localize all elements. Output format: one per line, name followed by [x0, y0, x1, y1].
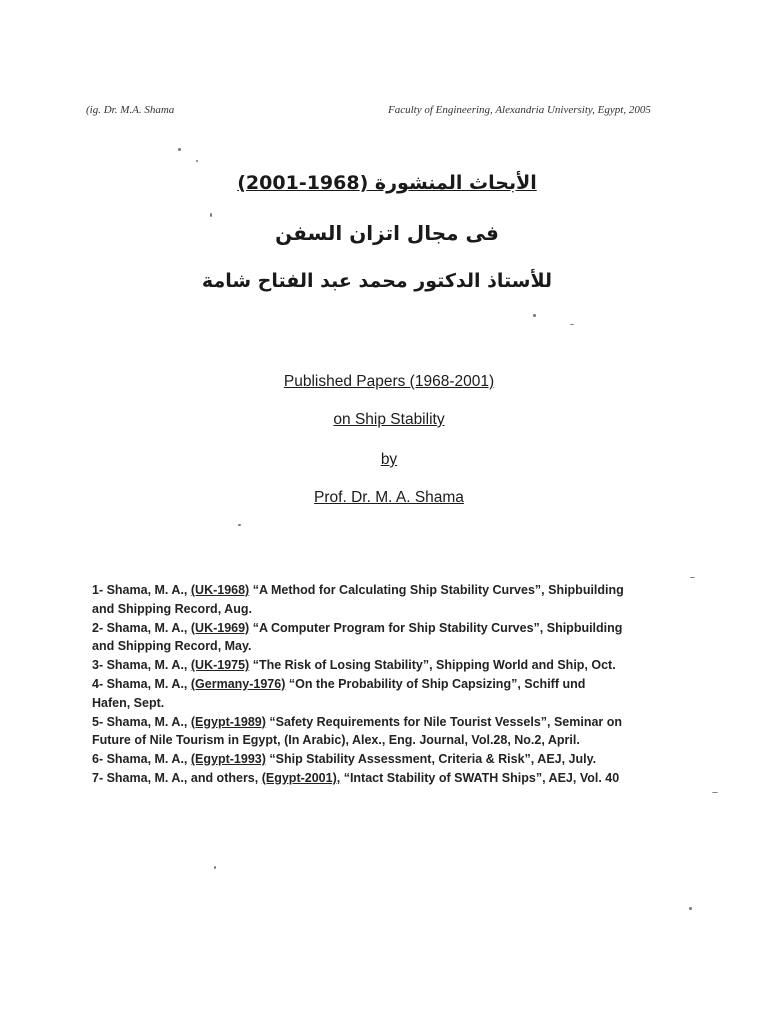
reference-title: “Intact Stability of SWATH Ships”, AEJ, Vol. 40 [340, 770, 620, 785]
reference-line [92, 581, 692, 600]
reference-title: “A Computer Program for Ship Stability Curves”, Shipbuilding [249, 620, 623, 635]
reference-text: and Shipping Record, Aug. [92, 601, 252, 616]
arabic-title-line-3: للأستاذ الدكتور محمد عبد الفتاح شامة [201, 270, 553, 292]
reference-line [92, 769, 692, 788]
reference-line [92, 637, 692, 656]
reference-tag: (UK-1975) [190, 658, 250, 673]
arabic-title-line-2: فى مجال اتزان السفن [275, 221, 499, 245]
reference-item [92, 769, 692, 788]
header-affiliation: Faculty of Engineering, Alexandria University, Egypt, 2005 [388, 104, 651, 116]
reference-tag: (Egypt-2001), [261, 770, 341, 785]
scan-speck [210, 213, 212, 217]
english-title-line-1: Published Papers (1968-2001) [283, 373, 495, 390]
reference-line [92, 675, 692, 694]
reference-text: 7- Shama, M. A., and others, [92, 770, 262, 785]
reference-line [92, 750, 692, 769]
reference-line [92, 731, 692, 750]
reference-text: and Shipping Record, May. [92, 639, 252, 654]
reference-item [92, 581, 692, 619]
scan-speck [196, 160, 198, 162]
reference-text: 3- Shama, M. A., [92, 658, 191, 673]
reference-item [92, 750, 692, 769]
reference-text: 4- Shama, M. A., [92, 676, 191, 691]
scan-speck [238, 524, 241, 526]
reference-text: 1- Shama, M. A., [92, 583, 191, 597]
scan-speck [570, 324, 574, 325]
reference-line [92, 656, 692, 675]
reference-text: 2- Shama, M. A., [92, 620, 191, 635]
reference-text: Future of Nile Tourism in Egypt, (In Arabic), Alex., Eng. Journal, Vol.28, No.2, April. [92, 733, 580, 748]
reference-tag: (Egypt-1989) [190, 714, 266, 729]
scan-speck [178, 148, 181, 151]
reference-tag: (Germany-1976) [190, 676, 286, 691]
english-title-line-3: by [380, 451, 398, 468]
reference-line [92, 619, 692, 638]
arabic-title-line-1: الأبحاث المنشورة (1968-2001) [237, 172, 537, 194]
reference-line [92, 713, 692, 732]
reference-line [92, 694, 692, 713]
header-author: (ig. Dr. M.A. Shama [86, 104, 175, 116]
reference-title: “On the Probability of Ship Capsizing”, Schiff und [285, 676, 586, 691]
reference-item [92, 656, 692, 675]
scan-speck [214, 866, 216, 869]
reference-text: Hafen, Sept. [92, 695, 165, 710]
scan-speck [712, 792, 718, 793]
reference-item [92, 713, 692, 751]
reference-list [92, 581, 692, 788]
reference-tag: (UK-1968) [190, 583, 250, 597]
reference-item [92, 619, 692, 657]
scan-speck [689, 907, 692, 910]
reference-title: “A Method for Calculating Ship Stability Curves”, Shipbuilding [249, 583, 624, 597]
reference-line [92, 600, 692, 619]
reference-title: “Safety Requirements for Nile Tourist Vessels”, Seminar on [265, 714, 623, 729]
reference-title: “The Risk of Losing Stability”, Shipping World and Ship, Oct. [249, 658, 616, 673]
reference-tag: (UK-1969) [190, 620, 250, 635]
reference-text: 5- Shama, M. A., [92, 714, 191, 729]
reference-item [92, 675, 692, 713]
english-title-line-2: on Ship Stability [333, 411, 445, 428]
reference-title: “Ship Stability Assessment, Criteria & Risk”, AEJ, July. [265, 752, 597, 767]
reference-text: 6- Shama, M. A., [92, 752, 191, 767]
scan-speck [690, 577, 695, 578]
reference-tag: (Egypt-1993) [190, 752, 266, 767]
scan-speck [533, 314, 536, 317]
english-title-line-4: Prof. Dr. M. A. Shama [314, 489, 464, 506]
